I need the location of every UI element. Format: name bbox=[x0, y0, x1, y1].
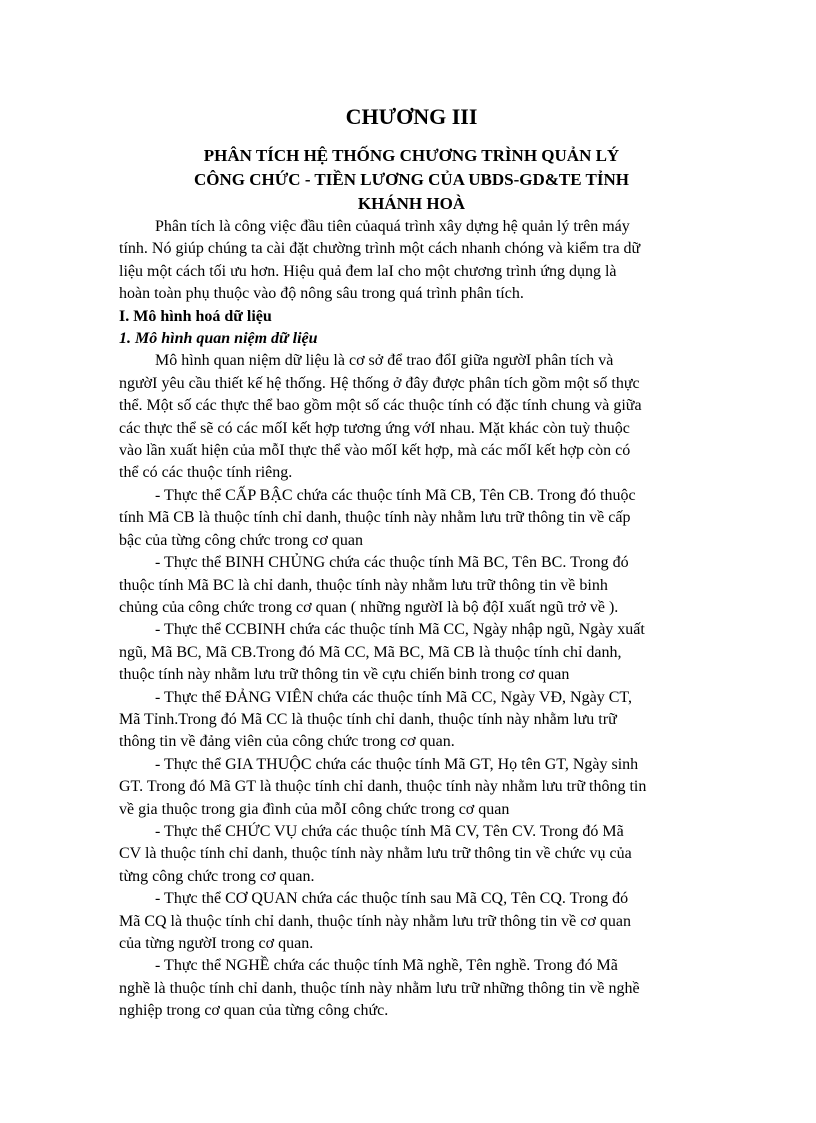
text-line: - Thực thể ĐẢNG VIÊN chứa các thuộc tính Mã CC, Ngày VĐ, Ngày CT, bbox=[155, 688, 632, 706]
text-line: bậc của từng công chức trong cơ quan bbox=[119, 531, 363, 549]
entity-co-quan bbox=[119, 888, 704, 955]
entity-cap-bac bbox=[119, 485, 704, 552]
text-line: GT. Trong đó Mã GT là thuộc tính chỉ danh, thuộc tính này nhằm lưu trữ thông tin bbox=[119, 778, 647, 796]
title-line: KHÁNH HOÀ bbox=[357, 194, 466, 213]
text-line: thể. Một số các thực thể bao gồm một số các thuộc tính có đặc tính chung và giữa bbox=[119, 397, 642, 415]
text-line: - Thực thể CẤP BẬC chứa các thuộc tính Mã CB, Tên CB. Trong đó thuộc bbox=[155, 486, 636, 504]
text-line: - Thực thể BINH CHỦNG chứa các thuộc tính Mã BC, Tên BC. Trong đó bbox=[155, 554, 629, 572]
text-line: liệu một cách tối ưu hơn. Hiệu quả đem laI cho một chương trình ứng dụng là bbox=[119, 262, 617, 280]
document-title bbox=[119, 144, 704, 216]
text-line: tính Mã CB là thuộc tính chỉ danh, thuộc tính này nhằm lưu trữ thông tin về cấp bbox=[119, 509, 631, 527]
entity-dang-vien bbox=[119, 687, 704, 754]
text-line: - Thực thể NGHỀ chứa các thuộc tính Mã nghề, Tên nghề. Trong đó Mã bbox=[155, 957, 618, 975]
text-line: tính. Nó giúp chúng ta cài đặt chường trình một cách nhanh chóng và kiểm tra dữ bbox=[119, 240, 641, 258]
text-line: Mô hình quan niệm dữ liệu là cơ sở để trao đổI giữa ngườI phân tích và bbox=[155, 352, 614, 370]
text-line: chủng của công chức trong cơ quan ( những ngườI là bộ độI xuất ngũ trở về ). bbox=[119, 598, 619, 616]
entity-binh-chung bbox=[119, 552, 704, 619]
title-line: PHÂN TÍCH HỆ THỐNG CHƯƠNG TRÌNH QUẢN LÝ bbox=[203, 146, 620, 165]
text-line: - Thực thể CHỨC VỤ chứa các thuộc tính Mã CV, Tên CV. Trong đó Mã bbox=[155, 822, 624, 840]
entity-gia-thuoc bbox=[119, 754, 704, 821]
text-line: thuộc tính này nhằm lưu trữ thông tin về cựu chiến binh trong cơ quan bbox=[119, 666, 570, 684]
text-line: nghiệp trong cơ quan của từng công chức. bbox=[119, 1002, 389, 1020]
text-line: - Thực thể GIA THUỘC chứa các thuộc tính Mã GT, Họ tên GT, Ngày sinh bbox=[155, 755, 639, 773]
subsection-heading: 1. Mô hình quan niệm dữ liệu bbox=[119, 330, 318, 348]
intro-paragraph bbox=[119, 216, 704, 306]
chapter-title: CHƯƠNG III bbox=[345, 104, 478, 129]
text-line: Mã CQ là thuộc tính chỉ danh, thuộc tính này nhằm lưu trữ thông tin về cơ quan bbox=[119, 912, 631, 930]
text-line: - Thực thể CƠ QUAN chứa các thuộc tính sau Mã CQ, Tên CQ. Trong đó bbox=[155, 890, 629, 908]
text-line: Mã Tỉnh.Trong đó Mã CC là thuộc tính chỉ danh, thuộc tính này nhằm lưu trữ bbox=[119, 710, 617, 728]
text-line: thông tin về đảng viên của công chức trong cơ quan. bbox=[119, 733, 455, 751]
document-page bbox=[119, 100, 704, 1023]
text-line: về gia thuộc trong gia đình của mỗI công chức trong cơ quan bbox=[119, 800, 510, 818]
entity-ccbinh bbox=[119, 619, 704, 686]
text-line: các thực thể sẽ có các mốI kết hợp tương ứng vớI nhau. Mặt khác còn tuỳ thuộc bbox=[119, 419, 630, 437]
entity-chuc-vu bbox=[119, 821, 704, 888]
text-line: hoàn toàn phụ thuộc vào độ nông sâu trong quá trình phân tích. bbox=[119, 285, 524, 303]
text-line: ngườI yêu cầu thiết kế hệ thống. Hệ thống ở đây được phân tích gồm một số thực bbox=[119, 374, 640, 392]
section-heading: I. Mô hình hoá dữ liệu bbox=[119, 307, 272, 325]
text-line: Phân tích là công việc đầu tiên củaquá trình xây dựng hệ quản lý trên máy bbox=[155, 218, 630, 235]
text-line: thể có các thuộc tính riêng. bbox=[119, 464, 293, 482]
text-line: vào lần xuất hiện của mỗI thực thể vào mốI kết hợp, mà các mốI kết hợp còn có bbox=[119, 442, 631, 460]
text-line: của từng ngườI trong cơ quan. bbox=[119, 935, 314, 952]
text-line: CV là thuộc tính chỉ danh, thuộc tính này nhằm lưu trữ thông tin về chức vụ của bbox=[119, 845, 632, 863]
title-line: CÔNG CHỨC - TIỀN LƯƠNG CỦA UBDS-GD&TE TỈNH bbox=[194, 170, 629, 189]
text-line: thuộc tính Mã BC là chỉ danh, thuộc tính này nhằm lưu trữ thông tin về binh bbox=[119, 576, 608, 594]
text-line: ngũ, Mã BC, Mã CB.Trong đó Mã CC, Mã BC, Mã CB là thuộc tính chỉ danh, bbox=[119, 643, 622, 661]
entity-nghe bbox=[119, 955, 704, 1022]
text-line: - Thực thể CCBINH chứa các thuộc tính Mã CC, Ngày nhập ngũ, Ngày xuất bbox=[155, 621, 645, 639]
model-paragraph bbox=[119, 350, 704, 484]
text-line: từng công chức trong cơ quan. bbox=[119, 867, 315, 885]
text-line: nghề là thuộc tính chỉ danh, thuộc tính này nhằm lưu trữ những thông tin về nghề bbox=[119, 979, 640, 997]
